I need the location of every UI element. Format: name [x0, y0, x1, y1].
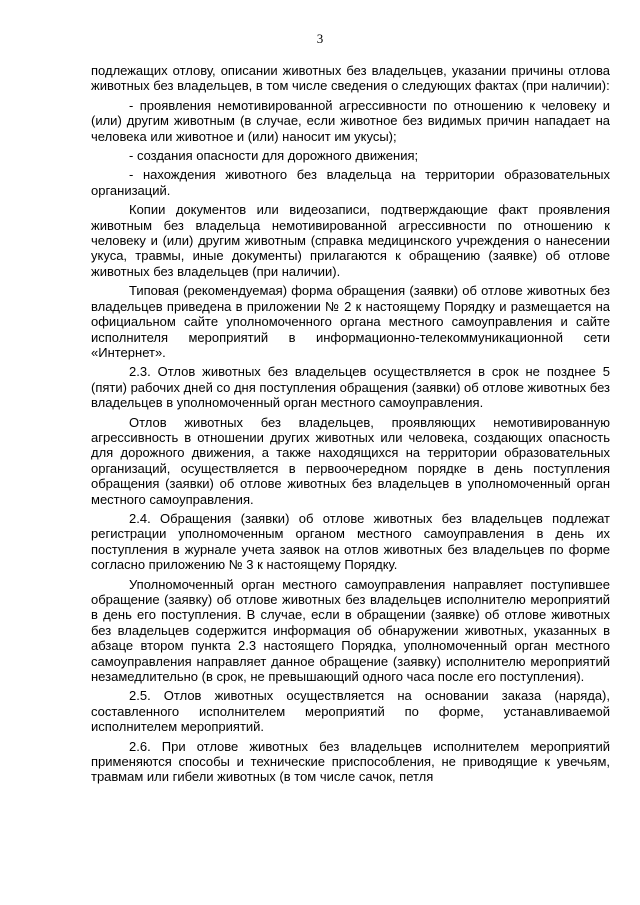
- paragraph-priority-capture: Отлов животных без владельцев, проявляющих немотивированную агрессивность в отношении других животных или человека, создающих опасность для дорожного движения, а также находящихся на территории образовательных организаций, осуществляется в первоочередном порядке в день поступления обращения (заявки) об отлове животных без владельцев в уполномоченный орган местного самоуправления.: [91, 414, 610, 507]
- paragraph-section-2-4: 2.4. Обращения (заявки) об отлове животных без владельцев подлежат регистрации уполномоченным органом местного самоуправления в день их поступления в журнале учета заявок на отлов животных без владельцев по форме согласно приложению № 3 к настоящему Порядку.: [91, 510, 610, 573]
- page-number: 3: [316, 31, 324, 46]
- paragraph-aggression-item: - проявления немотивированной агрессивности по отношению к человеку и (или) другим животным (в случае, если животное без видимых причин нападает на человека или животное и (или) наносит им укусы);: [91, 97, 610, 144]
- paragraph-education-territory-item: - нахождения животного без владельца на территории образовательных организаций.: [91, 167, 610, 198]
- paragraph-section-2-5: 2.5. Отлов животных осуществляется на основании заказа (наряда), составленного исполнителем мероприятий по форме, устанавливаемой исполнителем мероприятий.: [91, 688, 610, 735]
- paragraph-section-2-3: 2.3. Отлов животных без владельцев осуществляется в срок не позднее 5 (пяти) рабочих дней со дня поступления обращения (заявки) об отлове животных без владельцев в уполномоченный орган местного самоуправления.: [91, 364, 610, 411]
- paragraph-traffic-danger-item: - создания опасности для дорожного движения;: [129, 148, 419, 164]
- paragraph-document-copies: Копии документов или видеозаписи, подтверждающие факт проявления животным без владельца немотивированной агрессивности по отношению к человеку и (или) другим животным (справка медицинского учреждения о нанесении укуса, травмы, иные документы) прилагаются к обращению (заявке) об отлове животных без владельцев (при наличии).: [91, 202, 610, 279]
- paragraph-continuation: подлежащих отлову, описании животных без владельцев, указании причины отлова животных без владельцев, в том числе сведения о следующих фактах (при наличии):: [91, 63, 610, 94]
- paragraph-template-form: Типовая (рекомендуемая) форма обращения (заявки) об отлове животных без владельцев приведена в приложении № 2 к настоящему Порядку и размещается на официальном сайте уполномоченного органа местного самоуправления и сайте исполнителя мероприятий в информационно-телекоммуникационной сети «Интернет».: [91, 283, 610, 360]
- body-text: [91, 63, 610, 789]
- paragraph-section-2-6: 2.6. При отлове животных без владельцев исполнителем мероприятий применяются способы и технические приспособления, не приводящие к увечьям, травмам или гибели животных (в том числе сачок, петля: [91, 738, 610, 785]
- paragraph-authority-forwarding: Уполномоченный орган местного самоуправления направляет поступившее обращение (заявку) об отлове животных без владельцев исполнителю мероприятий в день его поступления. В случае, если в обращении (заявке) об отлове животных без владельцев содержится информация об обнаружении животных, указанных в абзаце втором пункта 2.3 настоящего Порядка, уполномоченный орган местного самоуправления направляет данное обращение (заявку) исполнителю мероприятий незамедлительно (в срок, не превышающий одного часа после его поступления).: [91, 576, 610, 685]
